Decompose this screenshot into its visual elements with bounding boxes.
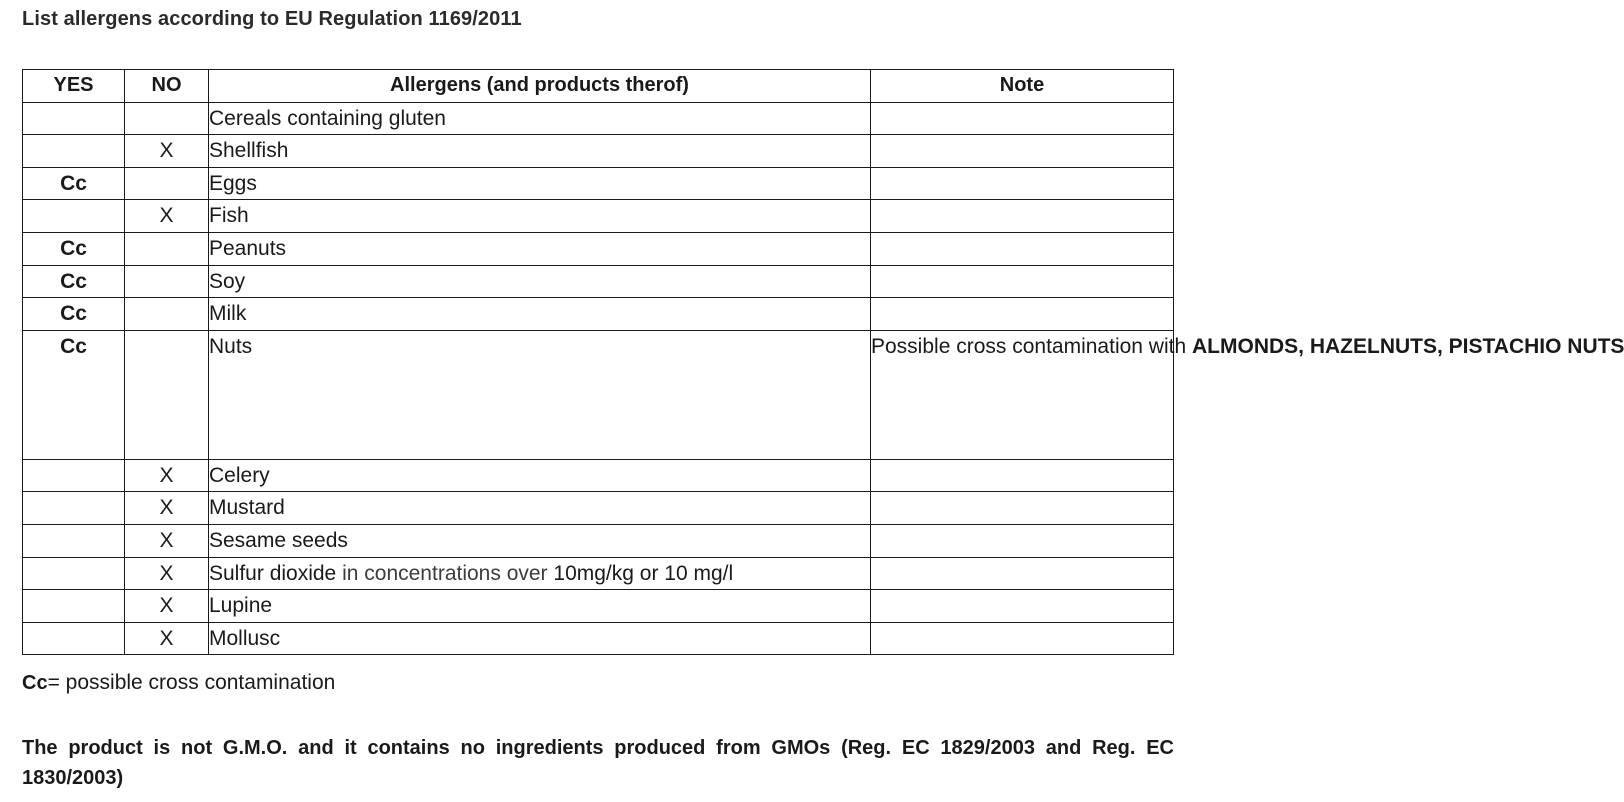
header-yes: YES bbox=[23, 70, 125, 103]
table-row bbox=[23, 167, 1174, 200]
yes-cell: Cc bbox=[23, 330, 125, 459]
no-cell bbox=[125, 232, 209, 265]
note-emphasis: ALMONDS, HAZELNUTS, PISTACHIO NUTS bbox=[1192, 334, 1624, 358]
allergen-cell: Milk bbox=[209, 298, 871, 331]
allergen-cell: Sesame seeds bbox=[209, 524, 871, 557]
table-row bbox=[23, 265, 1174, 298]
yes-cell bbox=[23, 557, 125, 590]
yes-cell: Cc bbox=[23, 167, 125, 200]
allergen-cell: Cereals containing gluten bbox=[209, 102, 871, 135]
allergen-cell bbox=[209, 557, 871, 590]
no-cell bbox=[125, 167, 209, 200]
table-row bbox=[23, 232, 1174, 265]
note-cell bbox=[871, 330, 1624, 459]
note-cell bbox=[871, 524, 1174, 557]
yes-cell: Cc bbox=[23, 232, 125, 265]
note-cell bbox=[871, 200, 1174, 233]
allergen-cell: Mustard bbox=[209, 492, 871, 525]
table-row bbox=[23, 200, 1174, 233]
yes-cell bbox=[23, 492, 125, 525]
no-cell: X bbox=[125, 557, 209, 590]
yes-cell bbox=[23, 622, 125, 655]
note-cell bbox=[871, 135, 1174, 168]
yes-cell bbox=[23, 459, 125, 492]
table-row bbox=[23, 135, 1174, 168]
allergen-threshold: 10mg/kg or 10 mg/l bbox=[553, 561, 734, 585]
allergen-table bbox=[22, 69, 1624, 655]
no-cell: X bbox=[125, 622, 209, 655]
yes-cell bbox=[23, 102, 125, 135]
allergen-cell: Eggs bbox=[209, 167, 871, 200]
table-row bbox=[23, 590, 1174, 623]
note-cell bbox=[871, 102, 1174, 135]
allergen-cell: Shellfish bbox=[209, 135, 871, 168]
allergen-cell: Soy bbox=[209, 265, 871, 298]
note-cell bbox=[871, 459, 1174, 492]
yes-cell bbox=[23, 135, 125, 168]
table-row bbox=[23, 492, 1174, 525]
no-cell bbox=[125, 330, 209, 459]
no-cell: X bbox=[125, 135, 209, 168]
note-cell bbox=[871, 590, 1174, 623]
allergen-cell: Lupine bbox=[209, 590, 871, 623]
legend-code: Cc bbox=[22, 672, 48, 694]
yes-cell bbox=[23, 200, 125, 233]
table-row bbox=[23, 330, 1174, 459]
table-row bbox=[23, 459, 1174, 492]
gmo-statement: The product is not G.M.O. and it contains no ingredients produced from GMOs (Reg. EC 1829/2003 and Reg. EC 1830/2003) bbox=[22, 737, 1174, 789]
yes-cell bbox=[23, 590, 125, 623]
note-cell bbox=[871, 622, 1174, 655]
header-note: Note bbox=[871, 70, 1174, 103]
table-row bbox=[23, 102, 1174, 135]
no-cell: X bbox=[125, 459, 209, 492]
note-cell bbox=[871, 298, 1174, 331]
table-row bbox=[23, 298, 1174, 331]
allergen-qualifier: in concentrations over bbox=[342, 561, 548, 585]
note-text: Possible cross contamination with bbox=[871, 334, 1187, 358]
allergen-cell: Nuts bbox=[209, 330, 871, 459]
yes-cell: Cc bbox=[23, 298, 125, 331]
no-cell: X bbox=[125, 590, 209, 623]
table-row bbox=[23, 524, 1174, 557]
note-cell bbox=[871, 167, 1174, 200]
document-title: List allergens according to EU Regulation 1169/2011 bbox=[22, 8, 522, 30]
allergen-cell: Celery bbox=[209, 459, 871, 492]
no-cell bbox=[125, 298, 209, 331]
yes-cell: Cc bbox=[23, 265, 125, 298]
note-cell bbox=[871, 492, 1174, 525]
note-cell bbox=[871, 265, 1174, 298]
allergen-cell: Mollusc bbox=[209, 622, 871, 655]
note-cell bbox=[871, 232, 1174, 265]
table-row bbox=[23, 622, 1174, 655]
allergen-cell: Peanuts bbox=[209, 232, 871, 265]
table-header-row bbox=[23, 70, 1174, 103]
allergen-name: Sulfur dioxide bbox=[209, 561, 337, 585]
header-allergens: Allergens (and products therof) bbox=[209, 70, 871, 103]
no-cell: X bbox=[125, 492, 209, 525]
no-cell bbox=[125, 265, 209, 298]
header-no: NO bbox=[125, 70, 209, 103]
table-row bbox=[23, 557, 1174, 590]
legend bbox=[22, 671, 335, 695]
no-cell bbox=[125, 102, 209, 135]
yes-cell bbox=[23, 524, 125, 557]
allergen-cell: Fish bbox=[209, 200, 871, 233]
note-cell bbox=[871, 557, 1174, 590]
no-cell: X bbox=[125, 524, 209, 557]
legend-text: = possible cross contamination bbox=[47, 671, 336, 694]
no-cell: X bbox=[125, 200, 209, 233]
